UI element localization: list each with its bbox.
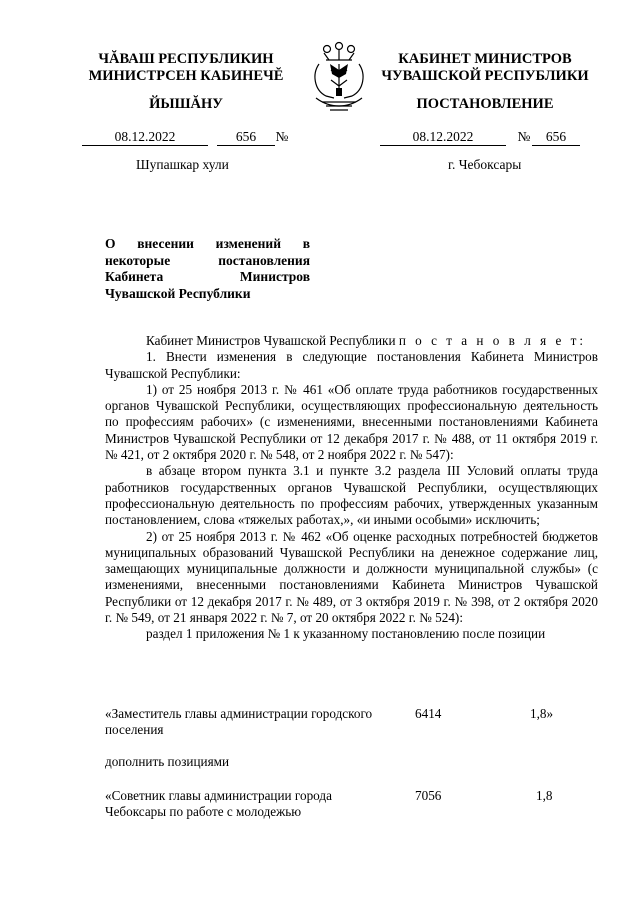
header-left-doc-type: ЙЫШĂНУ [149,96,223,112]
header-left-line1: ЧĂВАШ РЕСПУБЛИКИН [98,51,274,67]
header-right-org [374,51,596,85]
document-body [105,333,598,643]
paragraph-3: в абзаце втором пункта 3.1 и пункте 3.2 раздела III Условий оплаты труда работников государственных органов Чувашской Республики, осуществляющих профессиональную деятельность по профессиям рабочих, утвержденных указанным постановлением, слова «тяжелых работах,», «и иными особыми» исключить; [105,463,598,528]
right-number-sign: № [517,129,531,144]
table2-position-name: «Советник главы администрации города Чебоксары по работе с молодежью [105,788,332,820]
paragraph-5: раздел 1 приложения № 1 к указанному постановлению после позиции [146,626,546,642]
table2-position-coef: 1,8 [536,788,553,803]
paragraph-4: 2) от 25 ноября 2013 г. № 462 «Об оценке расходных потребностей бюджетов муниципальных образований Чувашской Республики на денежное содержание лиц, замещающих муниципальные должности и должности муниципальной службы» (с изменениями, внесенными постановлениями Кабинета Министров Чувашской Республики от 12 декабря 2017 г. № 489, от 3 октября 2019 г. № 398, от 2 октября 2020 г. № 549, от 21 января 2022 г. № 7, от 20 октября 2022 г. № 524): [105,528,598,626]
document-title: О внесении изменений в некоторые постановления Кабинета Министров Чувашской Республики [105,236,310,301]
left-number-sign: № [275,129,289,144]
header-right-doc-type: ПОСТАНОВЛЕНИЕ [416,96,554,112]
right-city: г. Чебоксары [448,157,522,172]
right-number: 656 [532,129,580,146]
paragraph-2: 1) от 25 ноября 2013 г. № 461 «Об оплате труда работников государственных органов Чувашской Республики, осуществляющих профессиональную деятельность по профессиям рабочих» (с изменениями, внесенными постановлениями Кабинета Министров Чувашской Республики от 12 декабря 2017 г. № 488, от 11 октября 2019 г. № 421, от 2 октября 2020 г. № 548, от 2 ноября 2022 г. № 547): [105,381,598,463]
table1-position-name: «Заместитель главы администрации городского поселения [105,706,373,738]
header-right-line2: ЧУВАШСКОЙ РЕСПУБЛИКИ [381,68,589,84]
header-left-org [68,51,304,85]
emblem-icon [304,40,374,120]
paragraph-1: 1. Внести изменения в следующие постановления Кабинета Министров Чувашской Республики: [105,349,598,381]
table1-position-code: 6414 [415,706,442,721]
table2-position-code: 7056 [415,788,442,803]
table1-position-coef: 1,8» [530,706,554,721]
left-date: 08.12.2022 [82,129,208,146]
supplement-text: дополнить позициями [105,754,230,769]
left-number: 656 [217,129,275,146]
intro-paragraph [105,333,598,349]
left-city: Шупашкар хули [136,157,229,172]
intro-lead: Кабинет Министров Чувашской Республики [146,333,396,348]
header-left-line2: МИНИСТРСЕН КАБИНЕЧĔ [88,68,284,84]
right-date: 08.12.2022 [380,129,506,146]
intro-verb: п о с т а н о в л я е т: [398,333,587,348]
header-right-line1: КАБИНЕТ МИНИСТРОВ [398,51,572,67]
